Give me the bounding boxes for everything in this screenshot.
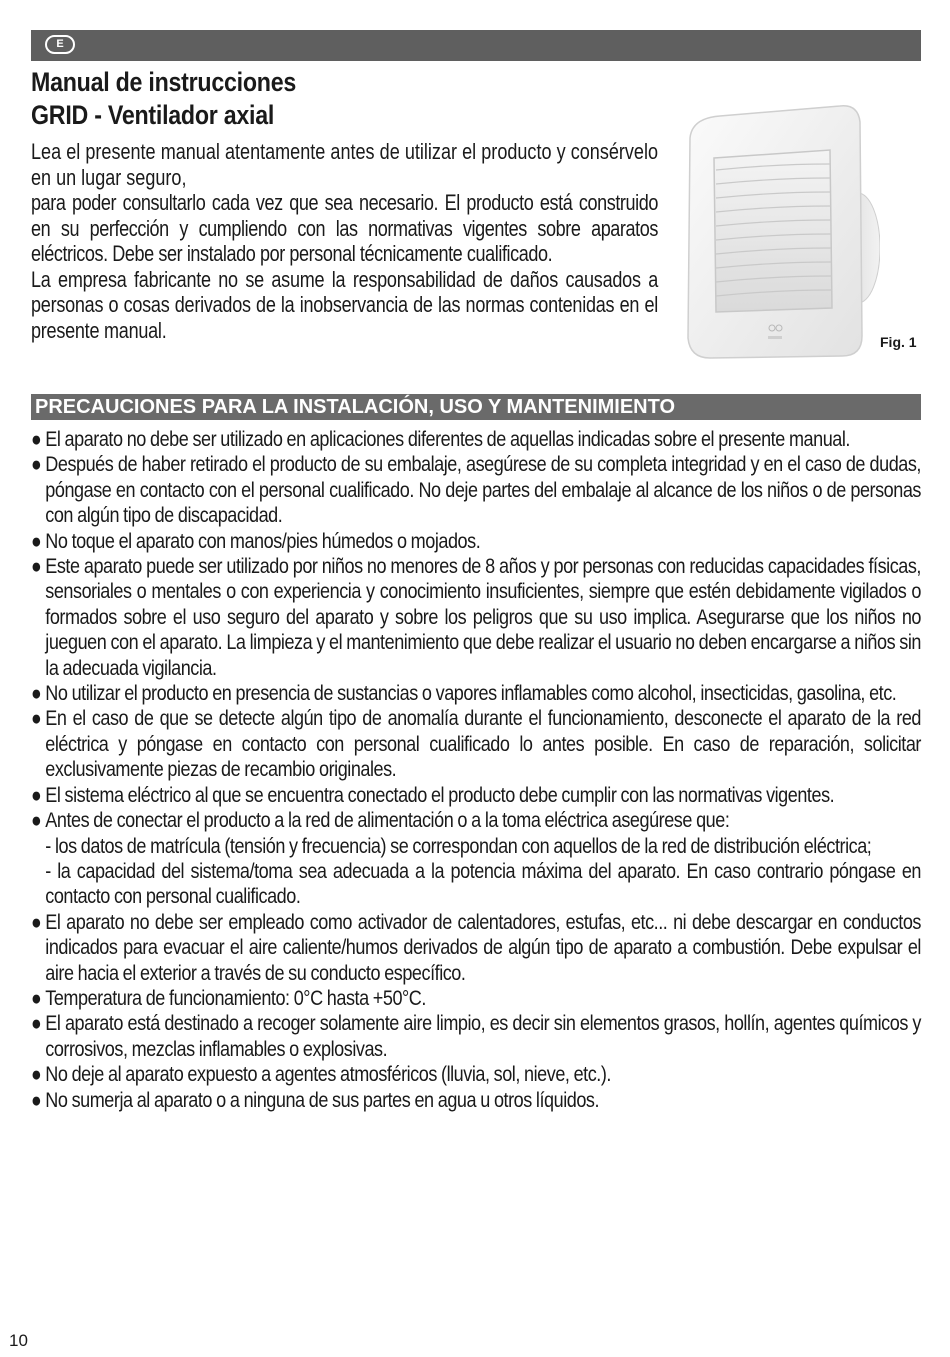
list-item: ● No utilizar el producto en presencia de sustancias o vapores inflamables como alcohol, insecticidas, gasolina, etc. (31, 681, 897, 706)
bullet-icon: ● (31, 453, 42, 477)
list-item: ● Este aparato puede ser utilizado por niños no menores de 8 años y por personas con reducidas capacidades físicas, sensoriales o mentales o con experiencia y conocimiento insuficientes, siempre que estén debidamente vigilados o formados sobre el uso seguro del aparato y sobre los peligros que su uso implica. Asegurarse que los niños no jueguen con el aparato. La limpieza y el mantenimiento que debe realizar el usuario no deben encargarse a niños sin la adecuada vigilancia. (31, 554, 921, 680)
list-item: ● El aparato está destinado a recoger solamente aire limpio, es decir sin elementos grasos, hollín, agentes químicos y corrosivos, mezclas inflamables o explosivas. (31, 1011, 921, 1061)
bullet-icon: ● (31, 428, 42, 451)
bullet-icon: ● (31, 986, 42, 1010)
section-header (31, 394, 921, 420)
bullet-icon: ● (31, 809, 42, 833)
figure-caption: Fig. 1 (880, 334, 917, 350)
bullet-icon: ● (31, 529, 42, 553)
list-item: ● El sistema eléctrico al que se encuentra conectado el producto debe cumplir con las normativas vigentes. (31, 782, 835, 807)
list-item: ● El aparato no debe ser empleado como activador de calentadores, estufas, etc... ni debe descargar en conductos indicados para evacuar el aire caliente/humos derivados de algún tipo de aparato a combustión. Debe expulsar el aire hacia el exterior a través de su conducto específico. (31, 909, 921, 985)
list-item: ● Después de haber retirado el producto de su embalaje, asegúrese de su completa integridad y en el caso de dudas, póngase en contacto con el personal cualificado. No deje partes del embalaje al alcance de los niños o de personas con algún tipo de discapacidad. (31, 452, 921, 528)
list-item: ● No deje al aparato expuesto a agentes atmosféricos (lluvia, sol, nieve, etc.). (31, 1062, 611, 1087)
intro-paragraph-3: La empresa fabricante no se asume la responsabilidad de daños causados a personas o cosas derivados de la inobservancia de las normas contenidas en el presente manual. (31, 266, 658, 343)
sub-item-1: - los datos de matrícula (tensión y frecuencia) se correspondan con aquellos de la red de distribución eléctrica; (45, 833, 872, 858)
bullet-icon: ● (31, 910, 42, 934)
bullet-icon: ● (31, 1088, 42, 1112)
title-line-2: GRID - Ventilador axial (31, 100, 275, 130)
header-bar (31, 30, 921, 61)
fan-illustration (680, 98, 880, 366)
intro-paragraph-1: Lea el presente manual atentamente antes de utilizar el producto y consérvelo en un lugar seguro, (31, 139, 658, 190)
list-item: ● En el caso de que se detecte algún tipo de anomalía durante el funcionamiento, desconecte el aparato de la red eléctrica y póngase en contacto con personal cualificado lo antes posible. En caso de reparación, solicitar exclusivamente piezas de recambio originales. (31, 706, 921, 782)
list-item: ● El aparato no debe ser utilizado en aplicaciones diferentes de aquellas indicadas sobre el presente manual. (31, 427, 850, 451)
precautions-list (31, 427, 921, 1113)
bullet-icon: ● (31, 1012, 42, 1036)
intro-text (31, 139, 658, 343)
list-item: ● Antes de conectar el producto a la red de alimentación o a la toma eléctrica asegúrese que: - los datos de matrícula (tensión y frecuencia) se correspondan con aquellos de la red de distribución eléctrica; - la capacidad del sistema/toma sea adecuada a la potencia máxima del aparato. En caso contrario póngase en contacto con personal cualificado. (31, 808, 921, 909)
list-item: ● No toque el aparato con manos/pies húmedos o mojados. (31, 528, 481, 553)
fan-product-image (680, 98, 880, 366)
sub-item-2: - la capacidad del sistema/toma sea adecuada a la potencia máxima del aparato. En caso contrario póngase en contacto con personal cualificado. (45, 858, 921, 909)
list-item: ● Temperatura de funcionamiento: 0°C hasta +50°C. (31, 985, 426, 1010)
list-item: ● No sumerja al aparato o a ninguna de sus partes en agua u otros líquidos. (31, 1087, 600, 1112)
bullet-icon: ● (31, 1063, 42, 1087)
intro-paragraph-2: para poder consultarlo cada vez que sea necesario. El producto está construido en su perfección y cumpliendo con las normativas vigentes sobre aparatos eléctricos. Debe ser instalado por personal técnicamente cualificado. (31, 190, 658, 266)
section-title: PRECAUCIONES PARA LA INSTALACIÓN, USO Y MANTENIMIENTO (35, 396, 676, 418)
page-number: 10 (9, 1331, 28, 1350)
bullet-icon: ● (31, 682, 42, 706)
title-line-1: Manual de instrucciones (31, 67, 297, 97)
bullet-icon: ● (31, 555, 42, 579)
bullet-icon: ● (31, 707, 42, 731)
language-badge: E (45, 35, 75, 54)
bullet-icon: ● (31, 783, 42, 807)
page-title (31, 66, 581, 132)
